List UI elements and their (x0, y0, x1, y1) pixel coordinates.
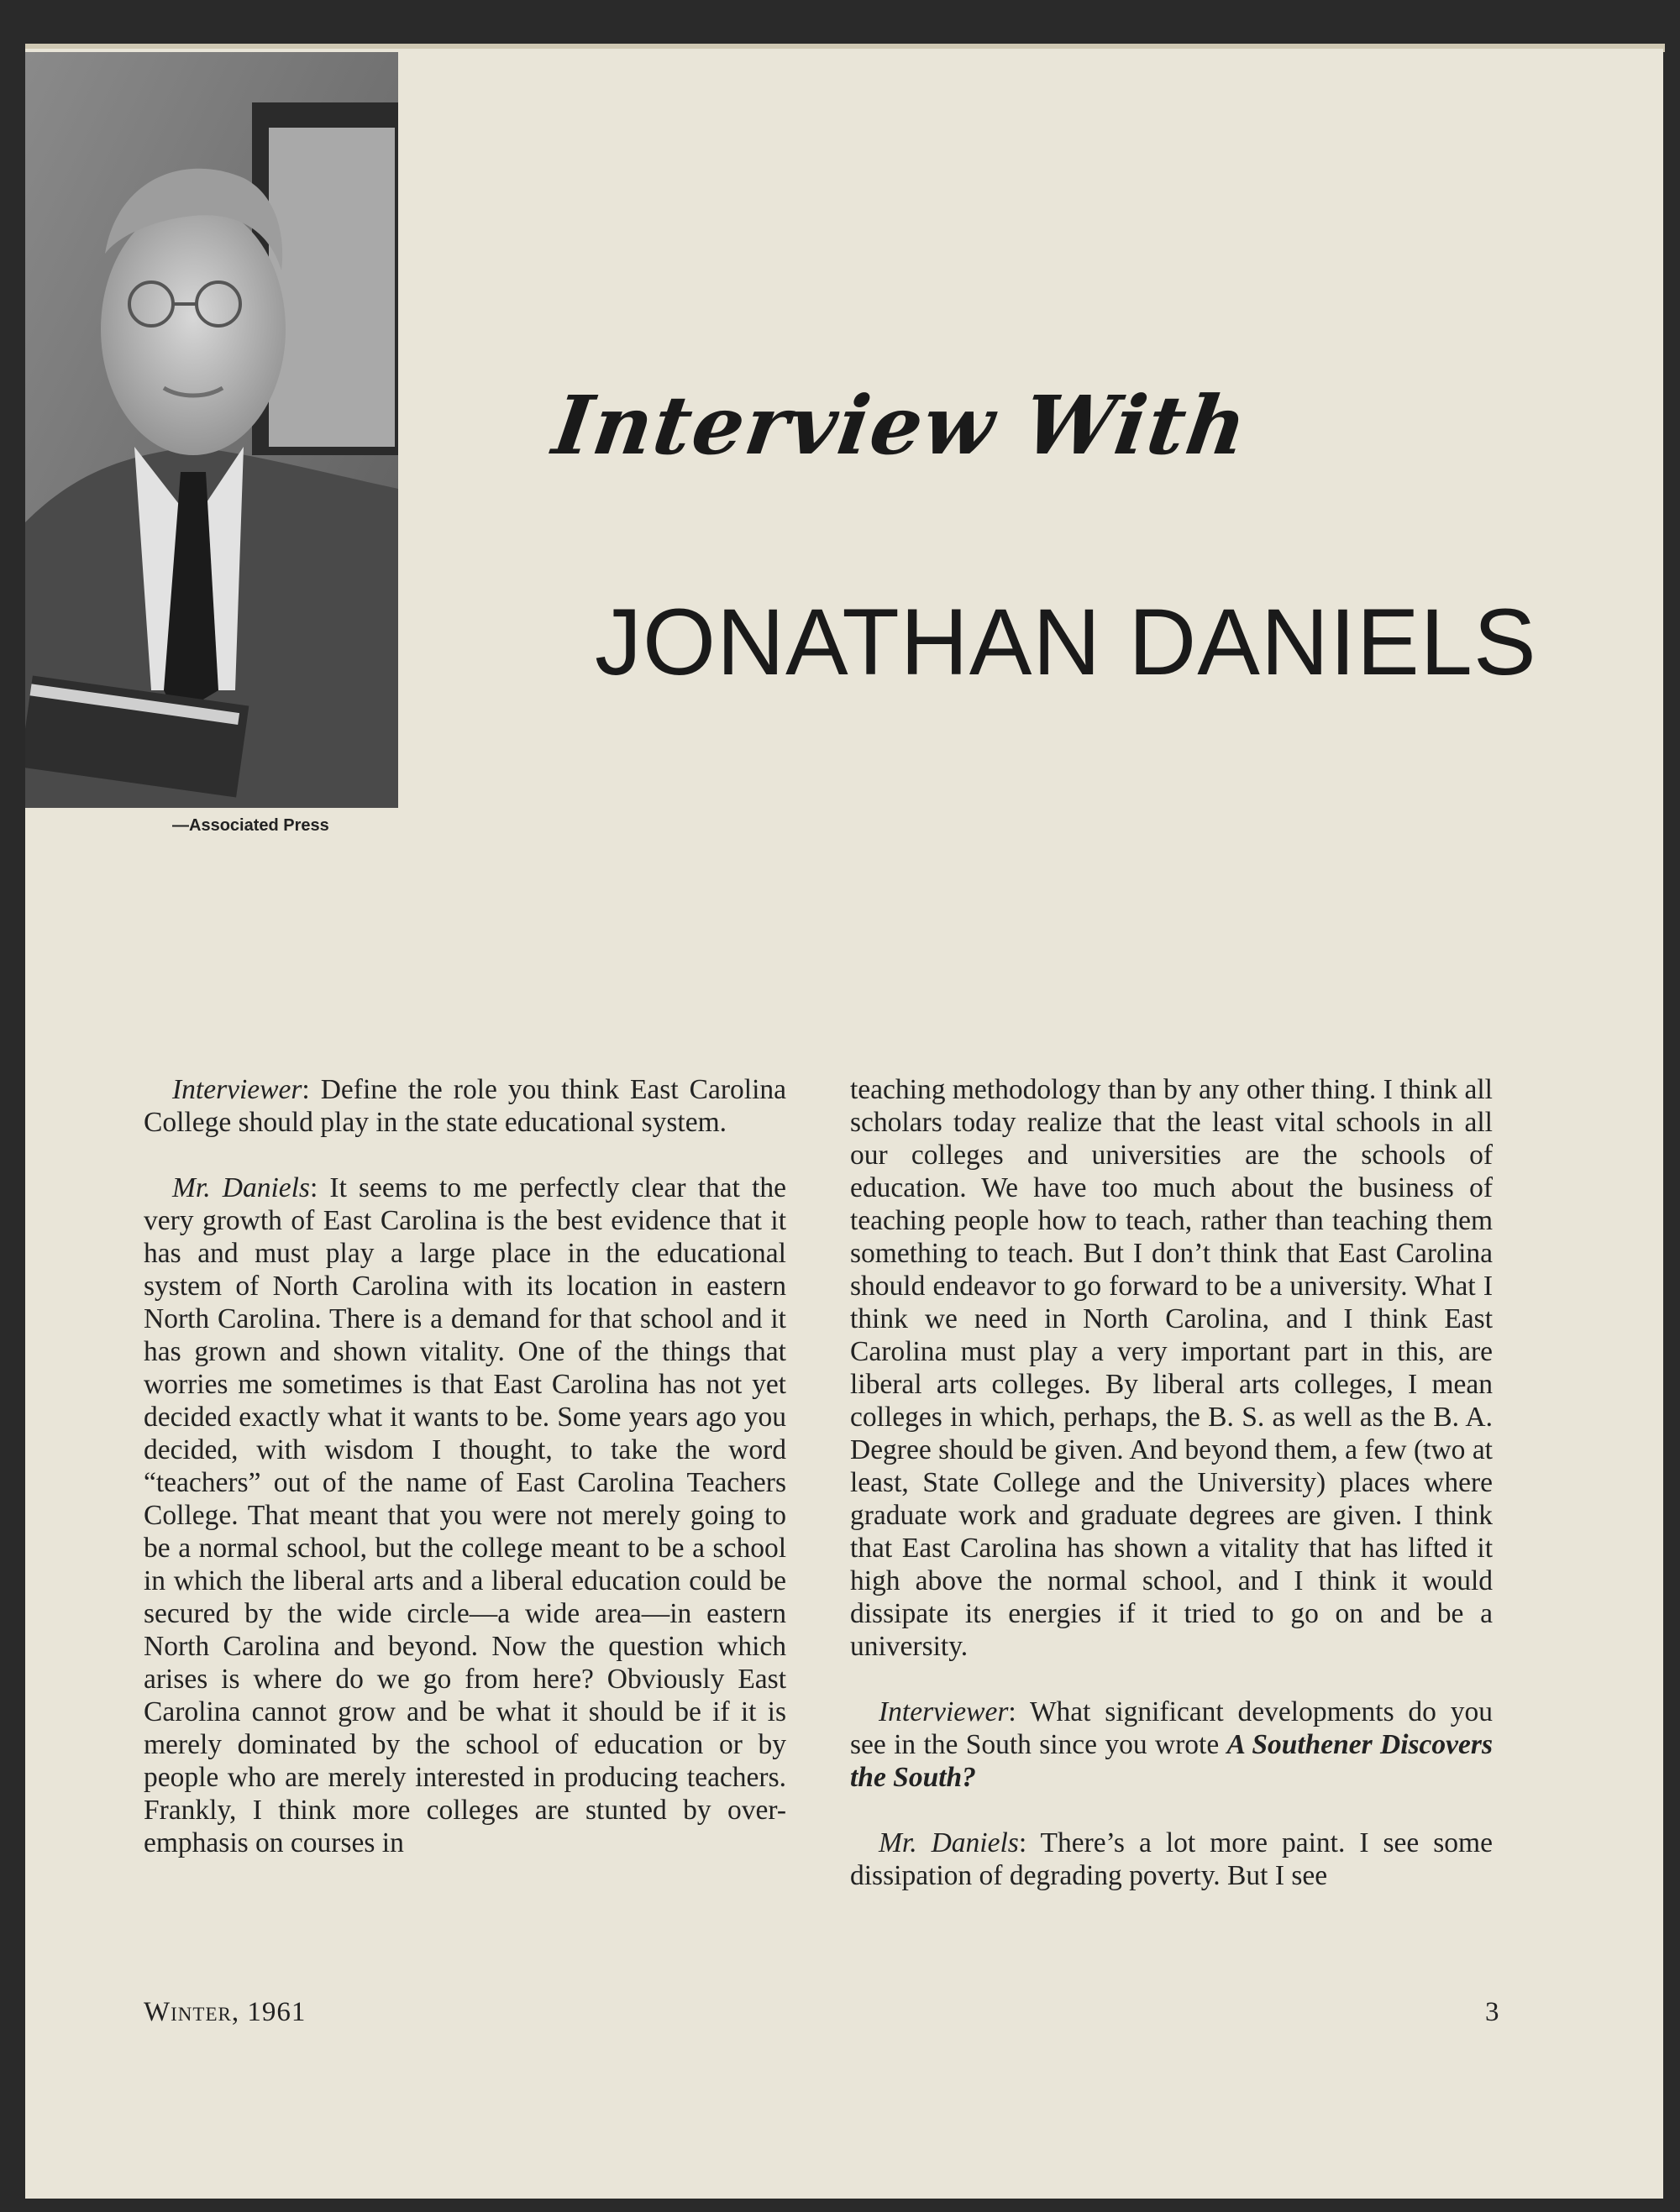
speaker-label: Interviewer (879, 1696, 1009, 1727)
title-interview-with: Interview With (548, 378, 1254, 473)
speaker-label: Interviewer (172, 1074, 302, 1105)
portrait-photo (25, 52, 398, 808)
speaker-label: Mr. Daniels (172, 1172, 310, 1203)
paragraph (144, 1073, 786, 1139)
title-name: JONATHAN DANIELS (595, 590, 1537, 695)
paragraph-text: : Define the role you think East Carolina College should play in the state educational system. (144, 1074, 786, 1138)
book-title: A Southener Discovers the South? (850, 1729, 1493, 1793)
paragraph (850, 1827, 1493, 1892)
issue-footer: Winter, 1961 (144, 1997, 307, 2027)
paragraph-text: : What significant developments do you see in the South since you wrote (850, 1696, 1493, 1760)
paragraph (850, 1073, 1493, 1663)
paragraph-text: teaching methodology than by any other thing. I think all scholars today realize that the least vital schools in all our colleges and universities are the schools of education. We have too much about the business of teaching people how to teach, rather than teaching them something to teach. But I don’t think that East Carolina should endeavor to go forward to be a university. What I think we need in North Carolina, and I think East Carolina must play a very important part in this, are liberal arts colleges. By liberal arts colleges, I mean colleges in which, perhaps, the B. S. as well as the B. A. Degree should be given. And beyond them, a few (two at least, State College and the University) places where graduate work and graduate degrees are given. I think that East Carolina has shown a vitality that has lifted it high above the normal school, and I think it would dissipate its energies if it tried to go on and be a university. (850, 1074, 1493, 1662)
left-column (144, 1073, 786, 1859)
speaker-label: Mr. Daniels (879, 1827, 1019, 1858)
page-number: 3 (1485, 1997, 1499, 2027)
photo-credit: —Associated Press (172, 816, 329, 835)
paragraph-text: : There’s a lot more paint. I see some dissipation of degrading poverty. But I see (850, 1827, 1493, 1891)
right-column (850, 1073, 1493, 1892)
paragraph-text: : It seems to me perfectly clear that the very growth of East Carolina is the best evidence that it has and must play a large place in the educational system of North Carolina with its location in eastern North Carolina. There is a demand for that school and it has grown and shown vitality. One of the things that worries me sometimes is that East Carolina has not yet decided exactly what it wants to be. Some years ago you decided, with wisdom I thought, to take the word “teachers” out of the name of East Carolina Teachers College. That meant that you were not merely going to be a normal school, but the college meant to be a school in which the liberal arts and a liberal education could be secured by the wide circle—a wide area—in eastern North Carolina and beyond. Now the question which arises is where do we go from here? Obviously East Carolina cannot grow and be what it should be if it is merely dominated by the school of education or by people who are merely interested in producing teachers. Frankly, I think more colleges are stunted by over-emphasis on courses in (144, 1172, 786, 1858)
paragraph (144, 1172, 786, 1859)
paragraph (850, 1696, 1493, 1794)
